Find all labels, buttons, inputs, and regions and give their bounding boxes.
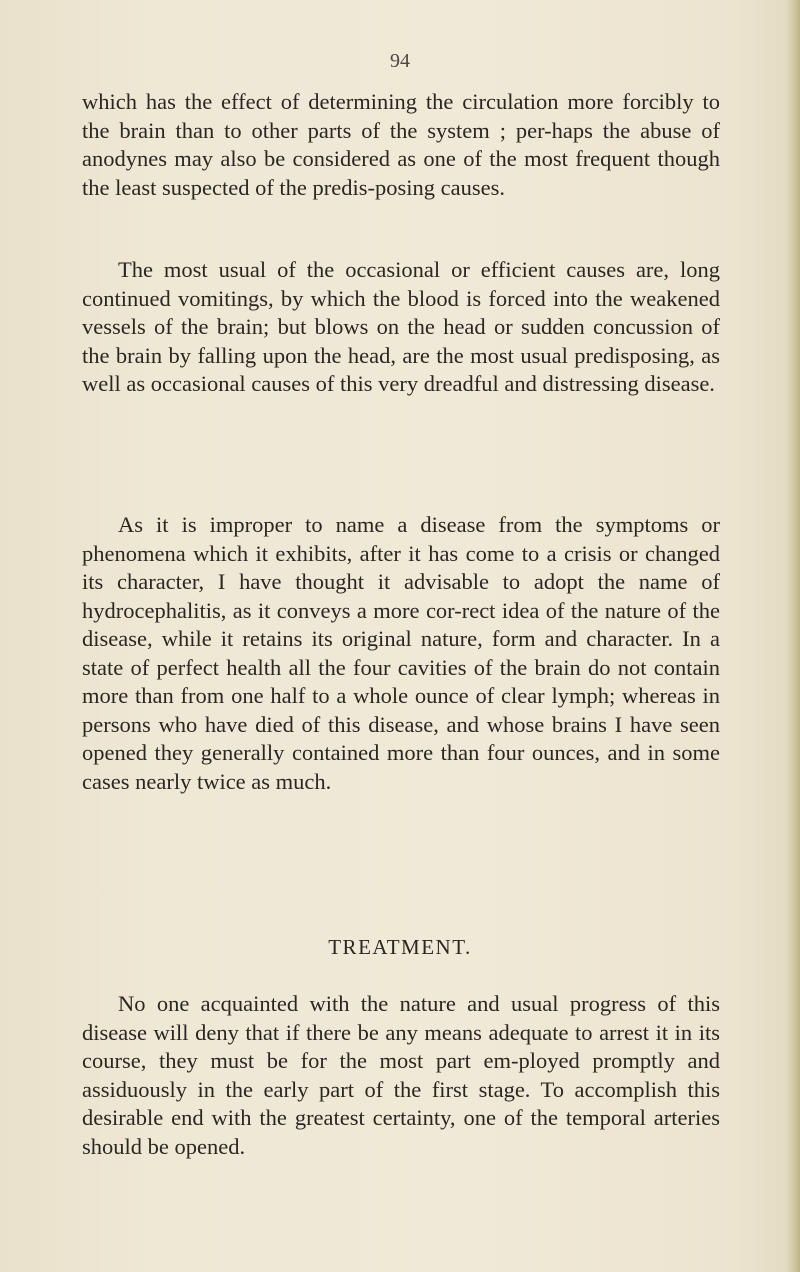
page-edge-shadow <box>786 0 800 1272</box>
page-number: 94 <box>390 50 410 72</box>
paragraph-naming-disease: As it is improper to name a disease from the symptoms or phenomena which it exhibits, after it has come to a crisis or changed its character, I have thought it advisable to adopt the name of hydrocephalitis, as it conveys a more cor-rect idea of the nature of the disease, while it retains its original nature, form and character. In a state of perfect health all the four cavities of the brain do not contain more than from one half to a whole ounce of clear lymph; whereas in persons who have died of this disease, and whose brains I have seen opened they generally contained more than four ounces, and in some cases nearly twice as much. <box>82 512 720 794</box>
paragraph-treatment: No one acquainted with the nature and usual progress of this disease will deny that if there be any means adequate to arrest it in its course, they must be for the most part em-ployed promptly and assiduously in the early part of the first stage. To accomplish this desirable end with the greatest certainty, one of the temporal arteries should be opened. <box>82 991 720 1159</box>
section-heading-treatment: TREATMENT. <box>328 935 472 959</box>
paragraph-occasional-causes: The most usual of the occasional or efficient causes are, long continued vomitings, by which the blood is forced into the weakened vessels of the brain; but blows on the head or sudden concussion of the brain by falling upon the head, are the most usual predisposing, as well as occasional causes of this very dreadful and distressing disease. <box>82 257 720 396</box>
paragraph-predisposing-causes: which has the effect of determining the circulation more forcibly to the brain than to other parts of the system ; per-haps the abuse of anodynes may also be considered as one of the most frequent though the least suspected of the predis-posing causes. <box>82 89 720 200</box>
